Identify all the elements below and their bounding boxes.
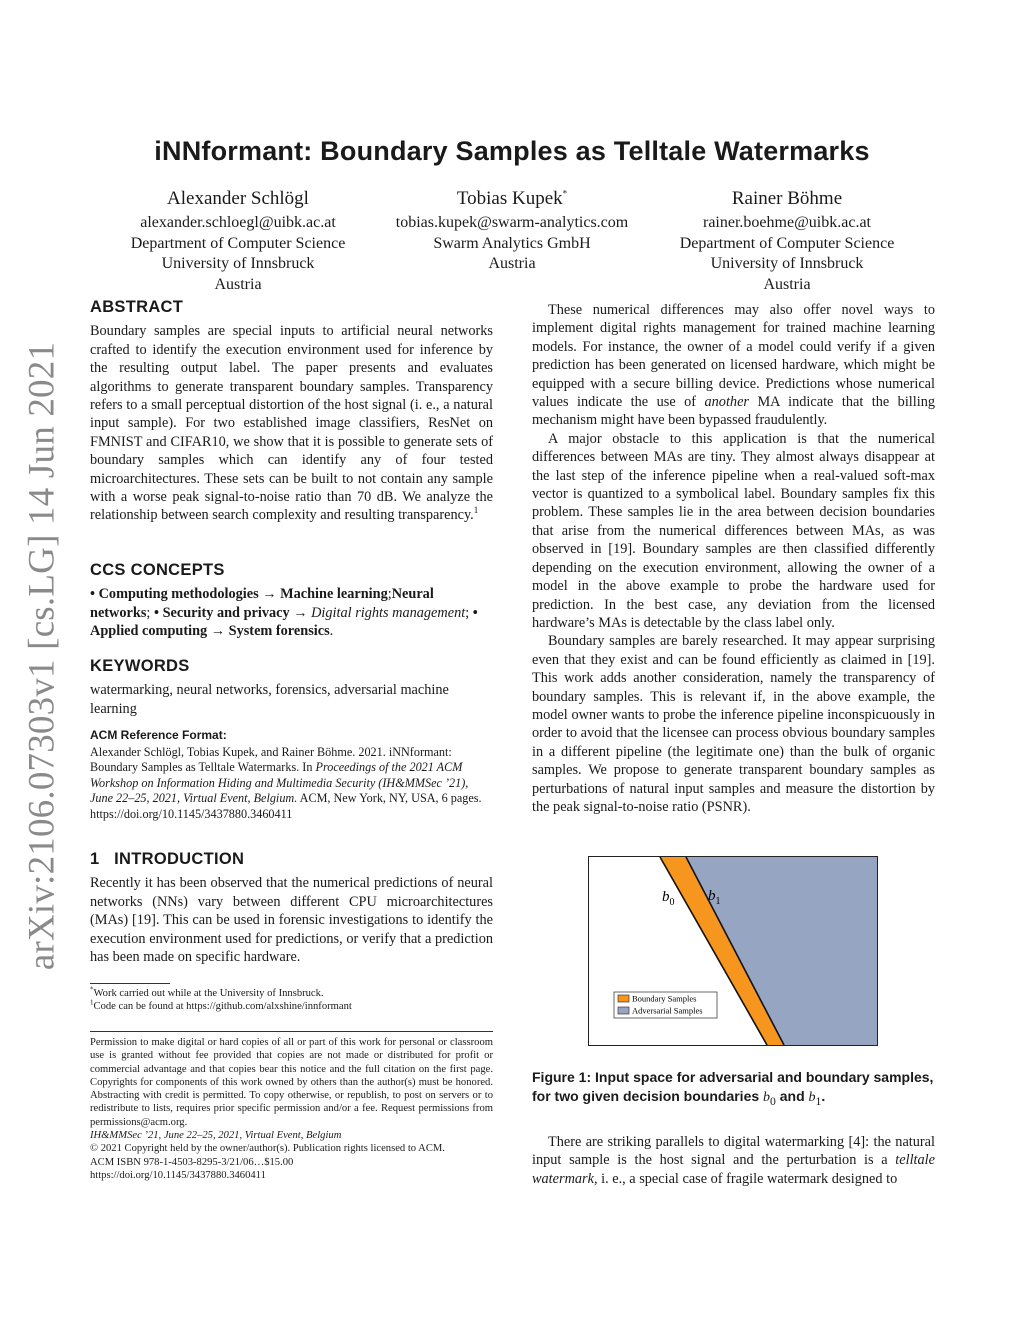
- paragraph-text: These numerical differences may also offer novel ways to implement digital rights management for trained machine learning models. For instance, the owner of a model could verify if a given prediction has been generated on licensed hardware, which might be equipped with a secure billing device. Predictions whose numerical values indicate the use of: [532, 302, 935, 411]
- ccs-section: [90, 561, 493, 641]
- ccs-bullet: •: [153, 604, 159, 621]
- footnotes: [90, 987, 493, 1014]
- label-b1: $b_1$: [708, 888, 721, 907]
- ccs-arrow: →: [210, 623, 226, 640]
- permission-copyright: © 2021 Copyright held by the owner/author(s). Publication rights licensed to ACM.: [90, 1143, 445, 1155]
- author-affiliation: Department of Computer Science: [130, 234, 346, 252]
- reference-format-text: [90, 745, 493, 823]
- reference-prefix: Alexander Schlögl, Tobias Kupek, and Rainer Böhme. 2021. iNNformant: Boundary Samples as Telltale Watermarks. In: [90, 744, 452, 775]
- abstract-text: [90, 322, 493, 524]
- figure-1-caption: Figure 1: Input space for adversarial and boundary samples, for two given decision boundaries $b_0$ and $b_1$.: [532, 1069, 934, 1108]
- author-block-1: [88, 187, 388, 295]
- right-column-continuation: [532, 1133, 935, 1188]
- emphasis: telltale watermark: [532, 1152, 935, 1187]
- paragraph: [532, 1133, 935, 1188]
- ccs-bullet: •: [472, 604, 478, 621]
- ccs-separator: ;: [387, 586, 392, 603]
- author-country: Austria: [488, 255, 536, 272]
- ccs-separator: .: [329, 623, 334, 640]
- legend-label-boundary: Boundary Samples: [632, 993, 697, 1004]
- author-country: Austria: [763, 275, 811, 293]
- arxiv-sidebar: [12, 341, 72, 971]
- legend-label-adversarial: Adversarial Samples: [632, 1005, 703, 1016]
- abstract-footnote-mark: 1: [473, 505, 479, 516]
- ccs-item: Neural networks: [90, 586, 434, 621]
- introduction-section: [90, 850, 493, 966]
- author-name: Rainer Böhme: [731, 188, 843, 209]
- paragraph-text: MA indicate that the billing mechanism might have been bypassed fraudulently.: [532, 394, 935, 429]
- legend-swatch-adversarial: [618, 1007, 629, 1014]
- permission-text: Permission to make digital or hard copies of all or part of this work for personal or classroom use is granted without fee provided that copies are not made or distributed for profit or commercial advantage and that copies bear this notice and the full citation on the first page. Copyrights for components of this work owned by others than the author(s) must be honored. Abstracting with credit is permitted. To copy otherwise, or republish, to post on servers or to redistribute to lists, requires prior specific permission and/or a fee. Request permissions from permissions@acm.org.: [90, 1037, 493, 1128]
- introduction-text: Recently it has been observed that the numerical predictions of neural networks (NNs) vary between different CPU microarchitectures (MAs) [19]. This can be used in forensic investigations to identify the execution environment used for predictions, or verify that a prediction has been made on specific hardware.: [90, 875, 493, 966]
- ccs-heading: CCS CONCEPTS: [90, 561, 225, 579]
- reference-venue: Proceedings of the 2021 ACM Workshop on Information Hiding and Multimedia Security (IH&MMSec ’21), June 22–25, 2021, Virtual Event, Belgium.: [90, 760, 469, 806]
- paragraph: Boundary samples are barely researched. It may appear surprising even that they exist and can be found efficiently as claimed in [19]. This work adds another consideration, namely the transparency of boundary samples. This is relevant if, in the above example, the model owner wants to probe the inference pipeline inconspicuously in order to avoid that the licensee can process obvious boundary samples in a different pipeline (the legitimate one) than the bulk of organic samples. We propose to generate transparent boundary samples as perturbations of natural input samples and measure the distortion by the peak signal-to-noise ratio (PSNR).: [532, 633, 935, 815]
- ccs-separator: ;: [146, 604, 151, 621]
- ccs-arrow: →: [262, 586, 277, 603]
- author-institution: University of Innsbruck: [161, 255, 315, 272]
- permission-venue: IH&MMSec ’21, June 22–25, 2021, Virtual Event, Belgium: [90, 1130, 342, 1142]
- ccs-item: System forensics: [228, 623, 330, 640]
- legend-swatch-boundary: [618, 995, 629, 1002]
- paragraph-text: , i. e., a special case of fragile watermark designed to: [593, 1170, 898, 1187]
- author-footnote-mark: *: [562, 188, 568, 199]
- keywords-section: [90, 657, 493, 718]
- ccs-item: Digital rights management: [311, 604, 466, 621]
- author-email: tobias.kupek@swarm-analytics.com: [395, 214, 629, 231]
- ccs-separator: ;: [465, 604, 470, 621]
- ccs-item: Applied computing: [90, 623, 208, 640]
- reference-format-heading: ACM Reference Format:: [90, 728, 227, 742]
- author-country: Austria: [214, 275, 262, 293]
- caption-b1: $b_1$: [808, 1089, 822, 1108]
- reference-format: [90, 728, 493, 823]
- author-name-line: [362, 187, 662, 211]
- ccs-bullet: •: [90, 586, 96, 603]
- footnote-text: Work carried out while at the University of Innsbruck.: [93, 988, 324, 999]
- paragraph-text: There are striking parallels to digital watermarking [4]: the natural input sample is the host signal and the perturbation is a: [532, 1134, 935, 1169]
- ccs-item: Security and privacy: [162, 604, 290, 621]
- figure-1: [588, 856, 878, 1046]
- abstract-body: Boundary samples are special inputs to artificial neural networks crafted to identify the execution environment used for inference by the resulting output label. The paper presents and evaluates algorithms to generate transparent boundary samples. Transparency refers to a small perceptual distortion of the host signal (i. e., a natural input sample). For two established image classifiers, ResNet on FMNIST and CIFAR10, we show that it is possible to generate sets of boundary samples which can identify any of four tested microarchitectures. These sets can be built to not contain any sample with a worse peak signal-to-noise ratio than 70 dB. We analyze the relationship between search complexity and resulting transparency.: [90, 323, 493, 524]
- label-b0: $b_0$: [662, 889, 675, 908]
- footnote-mark: 1: [90, 998, 94, 1007]
- emphasis: another: [704, 394, 749, 411]
- author-affiliation: Swarm Analytics GmbH: [433, 234, 591, 252]
- author-email: rainer.boehme@uibk.ac.at: [703, 214, 871, 231]
- paragraph: [532, 301, 935, 430]
- ccs-item: Computing methodologies: [98, 586, 259, 603]
- ccs-concepts: [90, 585, 493, 640]
- footnote-text: Code can be found at https://github.com/alxshine/innformant: [93, 1001, 352, 1013]
- reference-suffix: ACM, New York, NY, USA, 6 pages. https://doi.org/10.1145/3437880.3460411: [90, 791, 482, 821]
- footnote-mark: *: [90, 985, 94, 994]
- arxiv-identifier: arXiv:2106.07303v1 [cs.LG] 14 Jun 2021: [21, 341, 63, 971]
- permission-block: [90, 1036, 493, 1182]
- paragraph: A major obstacle to this application is that the numerical differences between MAs are tiny. They almost always disappear at the last step of the inference pipeline when a real-valued soft-max vector is quantized to a symbolical label. Boundary samples fix this problem. These samples lie in the area between decision boundaries that arise from the numerical differences between MAs, as was observed in [19]. Boundary samples are then classified differently depending on the execution environment, allowing the owner of a model in the above example to probe the hardware used for prediction. In the best case, any deviation from the licensed hardware’s MAs is detectable by the class label only.: [532, 430, 935, 631]
- abstract-heading: ABSTRACT: [90, 298, 184, 316]
- footnote: [90, 1000, 493, 1013]
- permission-rule: [90, 1031, 493, 1032]
- permission-doi: https://doi.org/10.1145/3437880.3460411: [90, 1169, 266, 1181]
- footnote: [90, 987, 493, 1000]
- paper-title: iNNformant: Boundary Samples as Telltale Watermarks: [154, 136, 870, 166]
- author-block-3: [637, 187, 937, 295]
- author-institution: University of Innsbruck: [710, 255, 864, 272]
- author-email: alexander.schloegl@uibk.ac.at: [140, 214, 336, 231]
- right-column-text: [532, 301, 935, 816]
- keywords-heading: KEYWORDS: [90, 657, 190, 675]
- author-affiliation: Department of Computer Science: [679, 234, 895, 252]
- ccs-item: Machine learning: [280, 586, 388, 603]
- permission-isbn: ACM ISBN 978-1-4503-8295-3/21/06…$15.00: [90, 1156, 294, 1168]
- footnote-rule: [90, 983, 170, 984]
- caption-b0: $b_0$: [763, 1089, 776, 1108]
- author-name: Alexander Schlögl: [167, 188, 309, 209]
- author-block-2: [362, 187, 662, 275]
- author-name: Tobias Kupek: [456, 188, 563, 209]
- introduction-heading: 1 INTRODUCTION: [90, 850, 245, 868]
- ccs-arrow: →: [293, 604, 308, 621]
- abstract-section: [90, 298, 493, 525]
- keywords-text: watermarking, neural networks, forensics, adversarial machine learning: [90, 682, 449, 717]
